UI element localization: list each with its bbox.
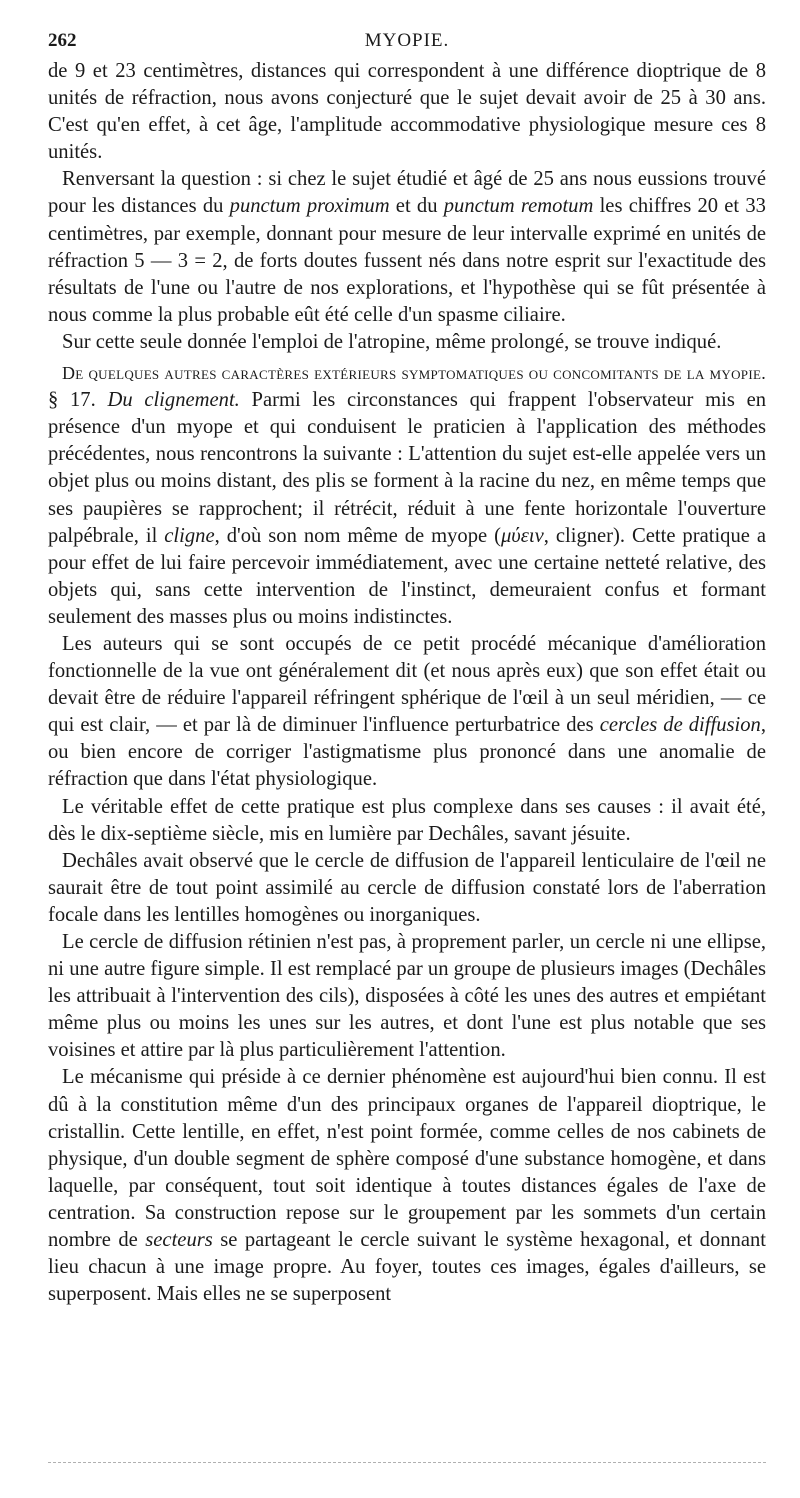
paragraph-2-part: et du [389,195,444,218]
section-17-part: Parmi les circonstances qui frappent l'observateur mis en présence d'un myope et qui conduisent le praticien à l'application des méthodes précédentes, nous rencontrons la suivante : L'attention du sujet est-elle appelée vers un objet plus ou moins distant, des plis se forment à la racine du nez, en même temps que ses paupières se rapprochent; il rétrécit, réduit à une fente horizontale l'ouverture palpébrale, il [48,389,767,547]
term-cercles-de-diffusion: cercles de diffusion [599,714,761,737]
section-heading: De quelques autres caractères extérieurs symptomatiques ou concomitants de la myopie. [62,363,766,384]
greek-word: μύειν [500,524,544,547]
paragraph-2-part: les chiffres 20 et 33 centimètres, par exemple, donnant pour mesure de leur intervalle exprimé en unités de réfraction 5 — 3 = 2, de forts doutes fussent nés dans notre esprit sur l'exactitude des résultats de l'une ou l'autre de nos explorations, et l'hypothèse qui se fût présentée à nous comme la plus probable eût été celle d'un spasme ciliaire. [48,195,766,326]
section-17-part: , cligner). Cette pratique a pour effet de lui faire percevoir immédiatement, avec une certaine netteté relative, des objets qui, sans cette intervention de l'instinct, demeuraient confus et formant seulement des masses plus ou moins indistinctes. [48,524,766,628]
body-text [48,58,766,1308]
paragraph-3: Sur cette seule donnée l'emploi de l'atropine, même prolongé, se trouve indiqué. [62,330,722,353]
paragraph-5 [48,631,766,794]
running-head [48,30,766,56]
section-17-part: , d'où son nom même de myope ( [214,524,501,547]
term-punctum-proximum: punctum proximum [229,195,390,218]
term-secteurs: secteurs [145,1229,213,1252]
paragraph-9 [48,1064,766,1308]
paragraph-9-part: se partageant le cercle suivant le système hexagonal, et donnant lieu chacun à une image propre. Au foyer, toutes ces images, égales d'ailleurs, se superposent. Mais elles ne se superposent [48,1229,766,1306]
paragraph-6: Le véritable effet de cette pratique est plus complexe dans ses causes : il avait été, dès le dix-septième siècle, mis en lumière par Dechâles, savant jésuite. [48,795,766,845]
paragraph-9-part: Le mécanisme qui préside à ce dernier phénomène est aujourd'hui bien connu. Il est dû à la constitution même d'un des principaux organes de l'appareil dioptrique, le cristallin. Cette lentille, en effet, n'est point formée, comme celles de nos cabinets de physique, d'un double segment de sphère composé d'une substance homogène, et dans laquelle, par conséquent, tout soit identique à toutes distances égales de l'axe de centration. Sa construction repose sur le groupement par les sommets d'un certain nombre de [48,1066,766,1252]
section-mark: § 17. [48,389,96,412]
page-number: 262 [48,30,77,51]
term-punctum-remotum: punctum remotum [443,195,594,218]
term-cligne: cligne [164,524,215,547]
paragraph-5-part: Les auteurs qui se sont occupés de ce petit procédé mécanique d'amélioration fonctionnelle de la vue ont généralement dit (et nous après eux) que son effet était ou devait être de réduire l'appareil réfringent sphérique de l'œil à un seul méridien, — ce qui est clair, — et par là de diminuer l'influence perturbatrice des [48,632,766,737]
bottom-rule [48,1462,766,1463]
paragraph-7: Dechâles avait observé que le cercle de diffusion de l'appareil lenticulaire de l'œil ne saurait être de tout point assimilé au cercle de diffusion constaté lors de l'aberration focale dans les lentilles homogènes ou inorganiques. [48,849,766,926]
paragraph-2 [48,166,766,329]
paragraph-8: Le cercle de diffusion rétinien n'est pas, à proprement parler, un cercle ni une ellipse, ni une autre figure simple. Il est remplacé par un groupe de plusieurs images (Dechâles les attribuait à l'intervention des cils), disposées à côté les unes des autres et empiétant même plus ou moins les unes sur les autres, et dont l'une est plus notable que ses voisines et attire par là plus particulièrement l'attention. [48,931,766,1062]
running-title: MYOPIE. [364,30,450,51]
book-page [48,30,766,1308]
paragraph-2-part: Renversant la question : si chez le sujet étudié et âgé de 25 ans nous eussions trouvé pour les distances du [48,168,766,218]
section-17-paragraph [48,360,766,631]
paragraph-5-part: , ou bien encore de corriger l'astigmatisme plus prononcé dans une anomalie de réfraction que dans l'état physiologique. [48,714,766,791]
paragraph-1: de 9 et 23 centimètres, distances qui correspondent à une différence dioptrique de 8 unités de réfraction, nous avons conjecturé que le sujet devait avoir de 25 à 30 ans. C'est qu'en effet, à cet âge, l'amplitude accommodative physiologique mesure ces 8 unités. [48,60,766,164]
section-title: Du clignement. [107,389,240,412]
